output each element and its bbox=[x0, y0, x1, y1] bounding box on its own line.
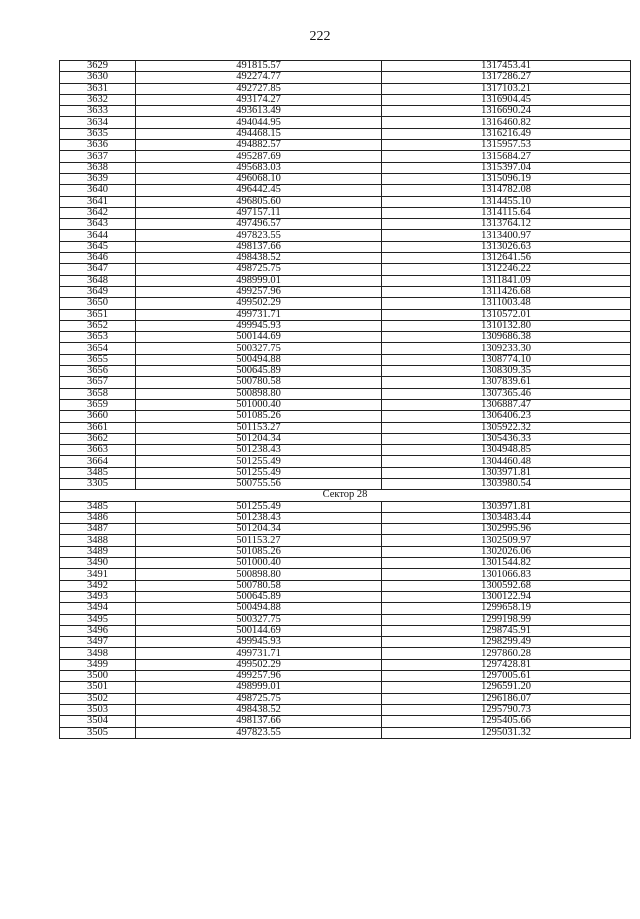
point-number-cell: 3491 bbox=[60, 569, 136, 580]
table-row bbox=[60, 422, 631, 433]
table-row bbox=[60, 727, 631, 738]
table-row bbox=[60, 173, 631, 184]
y-coordinate-cell: 1301066.83 bbox=[382, 569, 631, 580]
x-coordinate-cell: 501153.27 bbox=[136, 422, 382, 433]
y-coordinate-cell: 1303980.54 bbox=[382, 478, 631, 489]
table-row bbox=[60, 478, 631, 489]
coordinates-table bbox=[59, 60, 631, 739]
x-coordinate-cell: 500327.75 bbox=[136, 614, 382, 625]
table-row bbox=[60, 501, 631, 512]
y-coordinate-cell: 1297428.81 bbox=[382, 659, 631, 670]
table-row bbox=[60, 399, 631, 410]
x-coordinate-cell: 499945.93 bbox=[136, 320, 382, 331]
y-coordinate-cell: 1316690.24 bbox=[382, 106, 631, 117]
y-coordinate-cell: 1314455.10 bbox=[382, 196, 631, 207]
y-coordinate-cell: 1295405.66 bbox=[382, 716, 631, 727]
x-coordinate-cell: 493613.49 bbox=[136, 106, 382, 117]
table-row bbox=[60, 614, 631, 625]
x-coordinate-cell: 498137.66 bbox=[136, 241, 382, 252]
y-coordinate-cell: 1313764.12 bbox=[382, 219, 631, 230]
table-row bbox=[60, 196, 631, 207]
point-number-cell: 3492 bbox=[60, 580, 136, 591]
x-coordinate-cell: 498725.75 bbox=[136, 264, 382, 275]
point-number-cell: 3650 bbox=[60, 298, 136, 309]
x-coordinate-cell: 500780.58 bbox=[136, 580, 382, 591]
y-coordinate-cell: 1298745.91 bbox=[382, 625, 631, 636]
x-coordinate-cell: 501153.27 bbox=[136, 535, 382, 546]
x-coordinate-cell: 500755.56 bbox=[136, 478, 382, 489]
y-coordinate-cell: 1300122.94 bbox=[382, 591, 631, 602]
x-coordinate-cell: 499731.71 bbox=[136, 309, 382, 320]
point-number-cell: 3504 bbox=[60, 716, 136, 727]
point-number-cell: 3503 bbox=[60, 704, 136, 715]
point-number-cell: 3658 bbox=[60, 388, 136, 399]
x-coordinate-cell: 500645.89 bbox=[136, 591, 382, 602]
y-coordinate-cell: 1302026.06 bbox=[382, 546, 631, 557]
table-row bbox=[60, 264, 631, 275]
y-coordinate-cell: 1312641.56 bbox=[382, 253, 631, 264]
x-coordinate-cell: 497157.11 bbox=[136, 207, 382, 218]
point-number-cell: 3655 bbox=[60, 354, 136, 365]
point-number-cell: 3485 bbox=[60, 467, 136, 478]
point-number-cell: 3635 bbox=[60, 128, 136, 139]
y-coordinate-cell: 1295790.73 bbox=[382, 704, 631, 715]
y-coordinate-cell: 1301544.82 bbox=[382, 558, 631, 569]
point-number-cell: 3498 bbox=[60, 648, 136, 659]
y-coordinate-cell: 1317103.21 bbox=[382, 83, 631, 94]
point-number-cell: 3659 bbox=[60, 399, 136, 410]
x-coordinate-cell: 499502.29 bbox=[136, 298, 382, 309]
table-row bbox=[60, 456, 631, 467]
table-row bbox=[60, 72, 631, 83]
table-row bbox=[60, 117, 631, 128]
x-coordinate-cell: 501204.34 bbox=[136, 433, 382, 444]
point-number-cell: 3645 bbox=[60, 241, 136, 252]
point-number-cell: 3629 bbox=[60, 61, 136, 72]
point-number-cell: 3641 bbox=[60, 196, 136, 207]
x-coordinate-cell: 500780.58 bbox=[136, 377, 382, 388]
y-coordinate-cell: 1315096.19 bbox=[382, 173, 631, 184]
point-number-cell: 3653 bbox=[60, 332, 136, 343]
point-number-cell: 3490 bbox=[60, 558, 136, 569]
table-row bbox=[60, 309, 631, 320]
x-coordinate-cell: 500144.69 bbox=[136, 332, 382, 343]
point-number-cell: 3663 bbox=[60, 445, 136, 456]
point-number-cell: 3502 bbox=[60, 693, 136, 704]
x-coordinate-cell: 495287.69 bbox=[136, 151, 382, 162]
table-row bbox=[60, 637, 631, 648]
x-coordinate-cell: 496068.10 bbox=[136, 173, 382, 184]
point-number-cell: 3637 bbox=[60, 151, 136, 162]
table-row bbox=[60, 445, 631, 456]
y-coordinate-cell: 1304460.48 bbox=[382, 456, 631, 467]
table-row bbox=[60, 354, 631, 365]
y-coordinate-cell: 1297860.28 bbox=[382, 648, 631, 659]
table-row bbox=[60, 716, 631, 727]
point-number-cell: 3634 bbox=[60, 117, 136, 128]
table-row bbox=[60, 591, 631, 602]
table-row bbox=[60, 219, 631, 230]
point-number-cell: 3493 bbox=[60, 591, 136, 602]
x-coordinate-cell: 499257.96 bbox=[136, 286, 382, 297]
x-coordinate-cell: 501000.40 bbox=[136, 399, 382, 410]
table-row bbox=[60, 207, 631, 218]
y-coordinate-cell: 1316460.82 bbox=[382, 117, 631, 128]
y-coordinate-cell: 1316216.49 bbox=[382, 128, 631, 139]
table-row bbox=[60, 106, 631, 117]
sector-header-body bbox=[60, 490, 631, 501]
table-row bbox=[60, 524, 631, 535]
table-row bbox=[60, 128, 631, 139]
table-row bbox=[60, 433, 631, 444]
table-row bbox=[60, 546, 631, 557]
point-number-cell: 3640 bbox=[60, 185, 136, 196]
point-number-cell: 3495 bbox=[60, 614, 136, 625]
point-number-cell: 3501 bbox=[60, 682, 136, 693]
x-coordinate-cell: 495683.03 bbox=[136, 162, 382, 173]
point-number-cell: 3661 bbox=[60, 422, 136, 433]
x-coordinate-cell: 497823.55 bbox=[136, 230, 382, 241]
point-number-cell: 3496 bbox=[60, 625, 136, 636]
table-row bbox=[60, 580, 631, 591]
y-coordinate-cell: 1315397.04 bbox=[382, 162, 631, 173]
point-number-cell: 3647 bbox=[60, 264, 136, 275]
y-coordinate-cell: 1299198.99 bbox=[382, 614, 631, 625]
y-coordinate-cell: 1299658.19 bbox=[382, 603, 631, 614]
point-number-cell: 3642 bbox=[60, 207, 136, 218]
x-coordinate-cell: 499502.29 bbox=[136, 659, 382, 670]
y-coordinate-cell: 1313400.97 bbox=[382, 230, 631, 241]
x-coordinate-cell: 494044.95 bbox=[136, 117, 382, 128]
x-coordinate-cell: 501085.26 bbox=[136, 546, 382, 557]
table-row bbox=[60, 512, 631, 523]
table-row bbox=[60, 648, 631, 659]
x-coordinate-cell: 499731.71 bbox=[136, 648, 382, 659]
table-row bbox=[60, 298, 631, 309]
point-number-cell: 3486 bbox=[60, 512, 136, 523]
x-coordinate-cell: 497496.57 bbox=[136, 219, 382, 230]
table-row bbox=[60, 388, 631, 399]
table-row bbox=[60, 61, 631, 72]
x-coordinate-cell: 500494.88 bbox=[136, 603, 382, 614]
point-number-cell: 3632 bbox=[60, 94, 136, 105]
table-row bbox=[60, 343, 631, 354]
table-row bbox=[60, 659, 631, 670]
x-coordinate-cell: 498999.01 bbox=[136, 275, 382, 286]
y-coordinate-cell: 1315684.27 bbox=[382, 151, 631, 162]
x-coordinate-cell: 494882.57 bbox=[136, 140, 382, 151]
y-coordinate-cell: 1311003.48 bbox=[382, 298, 631, 309]
table-row bbox=[60, 320, 631, 331]
y-coordinate-cell: 1310572.01 bbox=[382, 309, 631, 320]
x-coordinate-cell: 500144.69 bbox=[136, 625, 382, 636]
y-coordinate-cell: 1314115.64 bbox=[382, 207, 631, 218]
point-number-cell: 3664 bbox=[60, 456, 136, 467]
y-coordinate-cell: 1315957.53 bbox=[382, 140, 631, 151]
point-number-cell: 3648 bbox=[60, 275, 136, 286]
y-coordinate-cell: 1309233.30 bbox=[382, 343, 631, 354]
y-coordinate-cell: 1306406.23 bbox=[382, 411, 631, 422]
y-coordinate-cell: 1317453.41 bbox=[382, 61, 631, 72]
y-coordinate-cell: 1311841.09 bbox=[382, 275, 631, 286]
point-number-cell: 3654 bbox=[60, 343, 136, 354]
y-coordinate-cell: 1307365.46 bbox=[382, 388, 631, 399]
x-coordinate-cell: 501085.26 bbox=[136, 411, 382, 422]
point-number-cell: 3657 bbox=[60, 377, 136, 388]
x-coordinate-cell: 500645.89 bbox=[136, 366, 382, 377]
x-coordinate-cell: 500898.80 bbox=[136, 388, 382, 399]
point-number-cell: 3639 bbox=[60, 173, 136, 184]
table-row bbox=[60, 366, 631, 377]
table-row bbox=[60, 332, 631, 343]
y-coordinate-cell: 1297005.61 bbox=[382, 671, 631, 682]
group1-body bbox=[60, 61, 631, 490]
y-coordinate-cell: 1311426.68 bbox=[382, 286, 631, 297]
x-coordinate-cell: 500494.88 bbox=[136, 354, 382, 365]
y-coordinate-cell: 1300592.68 bbox=[382, 580, 631, 591]
point-number-cell: 3643 bbox=[60, 219, 136, 230]
y-coordinate-cell: 1306887.47 bbox=[382, 399, 631, 410]
point-number-cell: 3305 bbox=[60, 478, 136, 489]
table-row bbox=[60, 377, 631, 388]
point-number-cell: 3633 bbox=[60, 106, 136, 117]
x-coordinate-cell: 491815.57 bbox=[136, 61, 382, 72]
y-coordinate-cell: 1303483.44 bbox=[382, 512, 631, 523]
x-coordinate-cell: 501255.49 bbox=[136, 467, 382, 478]
table-row bbox=[60, 411, 631, 422]
y-coordinate-cell: 1296591.20 bbox=[382, 682, 631, 693]
y-coordinate-cell: 1310132.80 bbox=[382, 320, 631, 331]
table-row bbox=[60, 682, 631, 693]
x-coordinate-cell: 500327.75 bbox=[136, 343, 382, 354]
x-coordinate-cell: 497823.55 bbox=[136, 727, 382, 738]
y-coordinate-cell: 1309686.38 bbox=[382, 332, 631, 343]
point-number-cell: 3497 bbox=[60, 637, 136, 648]
table-row bbox=[60, 185, 631, 196]
point-number-cell: 3488 bbox=[60, 535, 136, 546]
y-coordinate-cell: 1303971.81 bbox=[382, 467, 631, 478]
table-row bbox=[60, 140, 631, 151]
point-number-cell: 3644 bbox=[60, 230, 136, 241]
table-row bbox=[60, 230, 631, 241]
y-coordinate-cell: 1298299.49 bbox=[382, 637, 631, 648]
table-row bbox=[60, 603, 631, 614]
sector-label: Сектор 28 bbox=[60, 490, 631, 501]
x-coordinate-cell: 501000.40 bbox=[136, 558, 382, 569]
point-number-cell: 3489 bbox=[60, 546, 136, 557]
sector-row bbox=[60, 490, 631, 501]
x-coordinate-cell: 494468.15 bbox=[136, 128, 382, 139]
table-row bbox=[60, 94, 631, 105]
x-coordinate-cell: 496805.60 bbox=[136, 196, 382, 207]
point-number-cell: 3485 bbox=[60, 501, 136, 512]
y-coordinate-cell: 1314782.08 bbox=[382, 185, 631, 196]
x-coordinate-cell: 499945.93 bbox=[136, 637, 382, 648]
point-number-cell: 3494 bbox=[60, 603, 136, 614]
table-row bbox=[60, 671, 631, 682]
y-coordinate-cell: 1302509.97 bbox=[382, 535, 631, 546]
y-coordinate-cell: 1317286.27 bbox=[382, 72, 631, 83]
point-number-cell: 3636 bbox=[60, 140, 136, 151]
y-coordinate-cell: 1305922.32 bbox=[382, 422, 631, 433]
x-coordinate-cell: 501238.43 bbox=[136, 512, 382, 523]
x-coordinate-cell: 501204.34 bbox=[136, 524, 382, 535]
point-number-cell: 3649 bbox=[60, 286, 136, 297]
x-coordinate-cell: 492274.77 bbox=[136, 72, 382, 83]
table-row bbox=[60, 83, 631, 94]
point-number-cell: 3652 bbox=[60, 320, 136, 331]
x-coordinate-cell: 501255.49 bbox=[136, 456, 382, 467]
y-coordinate-cell: 1308309.35 bbox=[382, 366, 631, 377]
x-coordinate-cell: 493174.27 bbox=[136, 94, 382, 105]
group2-body bbox=[60, 501, 631, 738]
point-number-cell: 3651 bbox=[60, 309, 136, 320]
y-coordinate-cell: 1316904.45 bbox=[382, 94, 631, 105]
table-row bbox=[60, 162, 631, 173]
table-row bbox=[60, 286, 631, 297]
x-coordinate-cell: 501238.43 bbox=[136, 445, 382, 456]
point-number-cell: 3646 bbox=[60, 253, 136, 264]
y-coordinate-cell: 1312246.22 bbox=[382, 264, 631, 275]
table-row bbox=[60, 241, 631, 252]
point-number-cell: 3662 bbox=[60, 433, 136, 444]
table-row bbox=[60, 253, 631, 264]
table-row bbox=[60, 625, 631, 636]
table-row bbox=[60, 535, 631, 546]
y-coordinate-cell: 1313026.63 bbox=[382, 241, 631, 252]
y-coordinate-cell: 1303971.81 bbox=[382, 501, 631, 512]
x-coordinate-cell: 498999.01 bbox=[136, 682, 382, 693]
table-row bbox=[60, 151, 631, 162]
table-row bbox=[60, 275, 631, 286]
point-number-cell: 3487 bbox=[60, 524, 136, 535]
y-coordinate-cell: 1295031.32 bbox=[382, 727, 631, 738]
table-row bbox=[60, 704, 631, 715]
x-coordinate-cell: 501255.49 bbox=[136, 501, 382, 512]
x-coordinate-cell: 500898.80 bbox=[136, 569, 382, 580]
x-coordinate-cell: 498438.52 bbox=[136, 253, 382, 264]
y-coordinate-cell: 1305436.33 bbox=[382, 433, 631, 444]
point-number-cell: 3656 bbox=[60, 366, 136, 377]
x-coordinate-cell: 496442.45 bbox=[136, 185, 382, 196]
point-number-cell: 3660 bbox=[60, 411, 136, 422]
point-number-cell: 3505 bbox=[60, 727, 136, 738]
y-coordinate-cell: 1296186.07 bbox=[382, 693, 631, 704]
point-number-cell: 3499 bbox=[60, 659, 136, 670]
point-number-cell: 3630 bbox=[60, 72, 136, 83]
y-coordinate-cell: 1302995.96 bbox=[382, 524, 631, 535]
table-row bbox=[60, 693, 631, 704]
point-number-cell: 3500 bbox=[60, 671, 136, 682]
y-coordinate-cell: 1308774.10 bbox=[382, 354, 631, 365]
x-coordinate-cell: 499257.96 bbox=[136, 671, 382, 682]
table-row bbox=[60, 467, 631, 478]
point-number-cell: 3638 bbox=[60, 162, 136, 173]
x-coordinate-cell: 492727.85 bbox=[136, 83, 382, 94]
y-coordinate-cell: 1307839.61 bbox=[382, 377, 631, 388]
table-row bbox=[60, 558, 631, 569]
x-coordinate-cell: 498438.52 bbox=[136, 704, 382, 715]
table-row bbox=[60, 569, 631, 580]
y-coordinate-cell: 1304948.85 bbox=[382, 445, 631, 456]
x-coordinate-cell: 498137.66 bbox=[136, 716, 382, 727]
point-number-cell: 3631 bbox=[60, 83, 136, 94]
page-number: 222 bbox=[309, 29, 331, 44]
x-coordinate-cell: 498725.75 bbox=[136, 693, 382, 704]
